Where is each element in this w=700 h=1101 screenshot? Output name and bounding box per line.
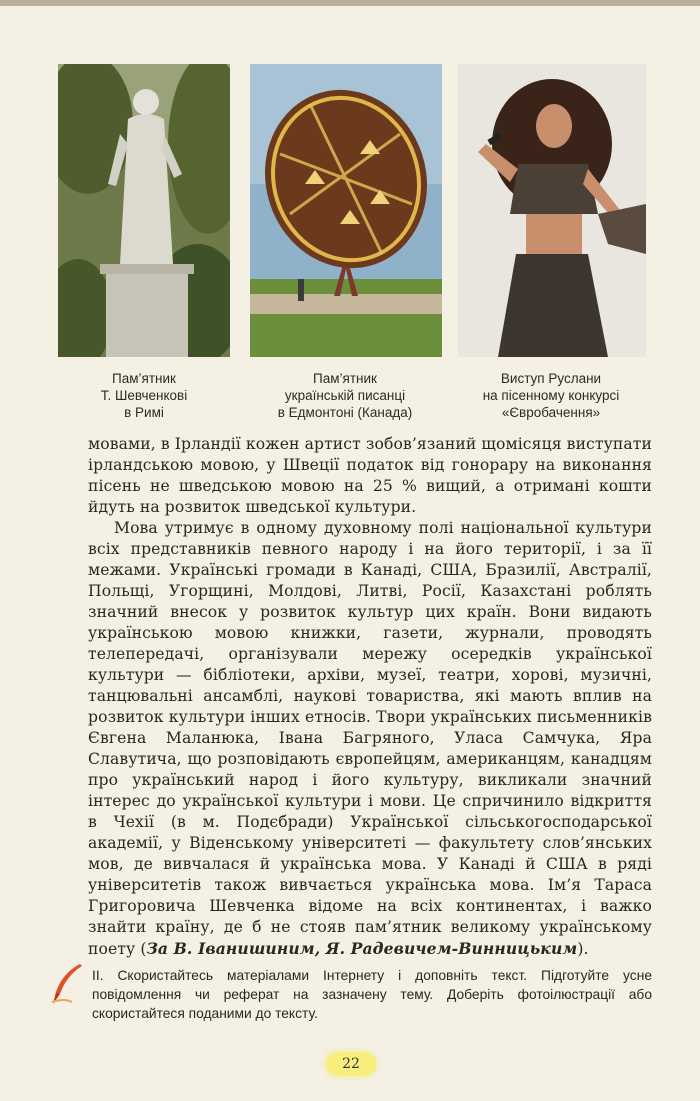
task-text: ІІ. Скористайтесь матеріалами Інтернету і доповніть текст. Підготуйте усне повідомлення чи реферат на зазначену тему. Доберіть фотоілюстрації або скористайтеся поданими до тексту. <box>92 968 652 1021</box>
pysanka-monument-illustration <box>250 64 442 357</box>
body-text <box>88 434 652 960</box>
shevchenko-monument-illustration <box>58 64 230 357</box>
figure-caption-1 <box>55 370 233 421</box>
figure-caption-2 <box>256 370 434 421</box>
caption-line: в Римі <box>124 405 164 420</box>
page-number: 22 <box>326 1052 376 1076</box>
ruslana-performance-illustration <box>458 64 646 357</box>
paragraph-2-end: ). <box>577 940 589 958</box>
page-top-edge <box>0 0 700 6</box>
caption-line: на пісенному конкурсі <box>482 388 620 403</box>
photo-pysanka-monument <box>250 64 442 357</box>
photo-ruslana-eurovision <box>458 64 646 357</box>
citation: За В. Іванишиним, Я. Радевичем-Винницьким <box>146 939 578 958</box>
caption-line: українській писанці <box>284 388 406 403</box>
caption-line: Виступ Руслани <box>500 371 602 386</box>
caption-line: Пам’ятник <box>112 371 176 386</box>
paragraph-2-text: Мова утримує в одному духовному полі національної культури всіх представників певного народу і на його території, і за її межами. Українські громади в Канаді, США, Бразилії, Австралії, Польщі, Угорщині, Молдові, Литві, Росії, Казахстані роблять значний внесок у розвиток культур цих країн. Вони видають українською мовою книжки, газети, журнали, проводять телепередачі, організували мережу осередків української культури — бібліотеки, архіви, музеї, театри, хорові, музичні, танцювальні ансамблі, наукові товариства, які мають вплив на розвиток культури інших етносів. Твори українських письменників Євгена Маланюка, Івана Багряного, Уласа Самчука, Яра Славутича, що розповідають європейцям, американцям, канадцям про український народ і його культуру, викликали значний інтерес до української культури і мови. Це спричинило відкриття в Чехії (в м. Подєбради) Української сільськогосподарської академії, у Віденському університеті — факультету слов’янських мов, де вивчалася й українська мова. У Канаді й США в ряді університетів також вивчається українська мова. Ім’я Тараса Григоровича Шевченка відоме на всіх континентах, і важко знайти країну, де б не стояв пам’ятник великому українському поету ( <box>88 519 652 958</box>
paragraph-1: мовами, в Ірландії кожен артист зобов’язаний щомісяця виступати ірландською мовою, у Швеції податок від гонорару на виконання пісень не шведською мовою на 25 % вищий, а отримані кошти йдуть на розвиток шведської культури. <box>88 435 653 516</box>
caption-line: «Євробачення» <box>501 405 601 420</box>
paragraph-2 <box>88 518 652 960</box>
caption-line: Т. Шевченкові <box>100 388 188 403</box>
figure-caption-3 <box>462 370 640 421</box>
photo-shevchenko-monument <box>58 64 230 357</box>
caption-line: Пам’ятник <box>313 371 377 386</box>
caption-line: в Едмонтоні (Канада) <box>277 405 413 420</box>
quill-pen-icon <box>50 962 86 1006</box>
